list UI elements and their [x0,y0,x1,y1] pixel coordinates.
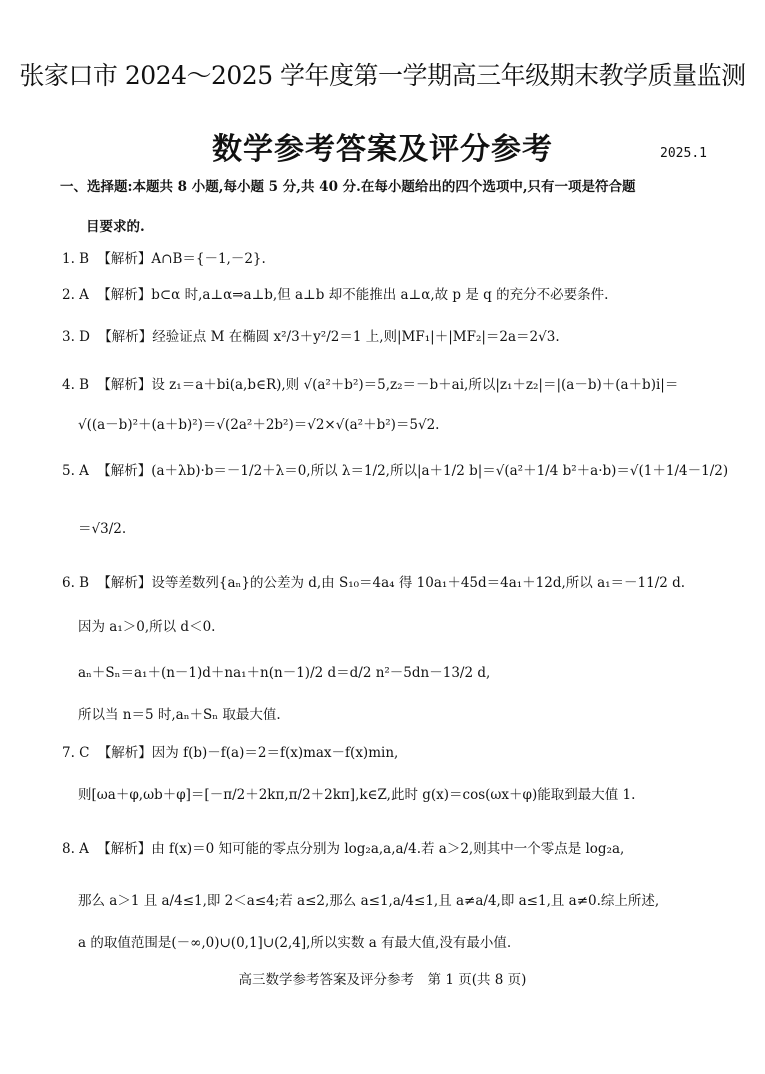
answer-8-cont2 [78,932,728,954]
answer-7-cont [78,784,728,806]
answer-6-cont1 [78,616,728,638]
section-heading-line1: 一、选择题:本题共 8 小题,每小题 5 分,共 40 分.在每小题给出的四个选项中,只有一项是符合题 [60,179,636,195]
answer-3 [62,326,712,348]
answer-explanation: 因为 a₁＞0,所以 d＜0. [78,619,216,635]
answer-explanation: aₙ＋Sₙ＝a₁＋(n－1)d＋na₁＋n(n－1)/2 d＝d/2 n²－5dn－13/2 d, [78,665,491,681]
answer-number: 7. C [62,745,90,761]
answer-explanation: 【解析】(a＋λb)·b＝－1/2＋λ＝0,所以 λ＝1/2,所以|a＋1/2 b|＝√(a²＋1/4 b²＋a·b)＝√(1＋1/4－1/2) [97,463,729,479]
doc-date: 2025.1 [660,146,707,161]
answer-number: 3. D [62,329,90,345]
answer-4-cont [78,414,728,436]
answer-explanation: a 的取值范围是(－∞,0)∪(0,1]∪(2,4],所以实数 a 有最大值,没有最小值. [78,935,512,951]
answer-number: 2. A [62,287,89,303]
answer-7 [62,742,712,764]
answer-explanation: 【解析】因为 f(b)－f(a)＝2＝f(x)max－f(x)min, [97,745,399,761]
section-heading-line2: 目要求的. [86,219,145,235]
answer-explanation: 【解析】设等差数列{aₙ}的公差为 d,由 S₁₀＝4a₄ 得 10a₁＋45d＝4a₁＋12d,所以 a₁＝－11/2 d. [97,575,686,591]
answer-number: 1. B [62,251,90,267]
answer-6 [62,572,712,594]
answer-6-cont2 [78,662,728,684]
exam-title: 张家口市 2024～2025 学年度第一学期高三年级期末教学质量监测 [19,61,746,90]
answer-8 [62,838,712,860]
answer-1 [62,248,712,270]
answer-number: 8. A [62,841,89,857]
answer-explanation: 【解析】b⊂α 时,a⊥α⇒a⊥b,但 a⊥b 却不能推出 a⊥α,故 p 是 q 的充分不必要条件. [97,287,609,303]
answer-explanation: ＝√3/2. [78,521,127,537]
answer-5 [62,460,729,482]
answer-explanation: 那么 a＞1 且 a/4≤1,即 2＜a≤4;若 a≤2,那么 a≤1,a/4≤1,且 a≠a/4,即 a≤1,且 a≠0.综上所述, [78,893,660,909]
doc-title: 数学参考答案及评分参考 [212,132,553,167]
answer-4 [62,374,712,396]
answer-number: 5. A [62,463,89,479]
answer-6-cont3 [78,704,728,726]
answer-explanation: 【解析】A∩B＝{－1,－2}. [97,251,266,267]
title-row [0,124,765,167]
answer-number: 4. B [62,377,90,393]
answer-explanation: √((a－b)²＋(a＋b)²)＝√(2a²＋2b²)＝√2×√(a²＋b²)＝5√2. [78,417,440,433]
answer-explanation: 所以当 n＝5 时,aₙ＋Sₙ 取最大值. [78,707,281,723]
answer-number: 6. B [62,575,90,591]
page-footer: 高三数学参考答案及评分参考 第 1 页(共 8 页) [238,972,527,988]
answer-5-cont [78,518,728,540]
answer-8-cont1 [78,890,728,912]
answer-explanation: 【解析】设 z₁＝a＋bi(a,b∈R),则 √(a²＋b²)＝5,z₂＝－b＋ai,所以|z₁＋z₂|＝|(a－b)＋(a＋b)i|＝ [97,377,679,393]
answer-explanation: 则[ωa＋φ,ωb＋φ]＝[－π/2＋2kπ,π/2＋2kπ],k∈Z,此时 g(x)＝cos(ωx＋φ)能取到最大值 1. [78,787,636,803]
answer-explanation: 【解析】由 f(x)＝0 知可能的零点分别为 log₂a,a,a/4.若 a＞2,则其中一个零点是 log₂a, [97,841,625,857]
answer-2 [62,284,712,306]
answer-explanation: 【解析】经验证点 M 在椭圆 x²/3＋y²/2＝1 上,则|MF₁|＋|MF₂|＝2a＝2√3. [98,329,560,345]
